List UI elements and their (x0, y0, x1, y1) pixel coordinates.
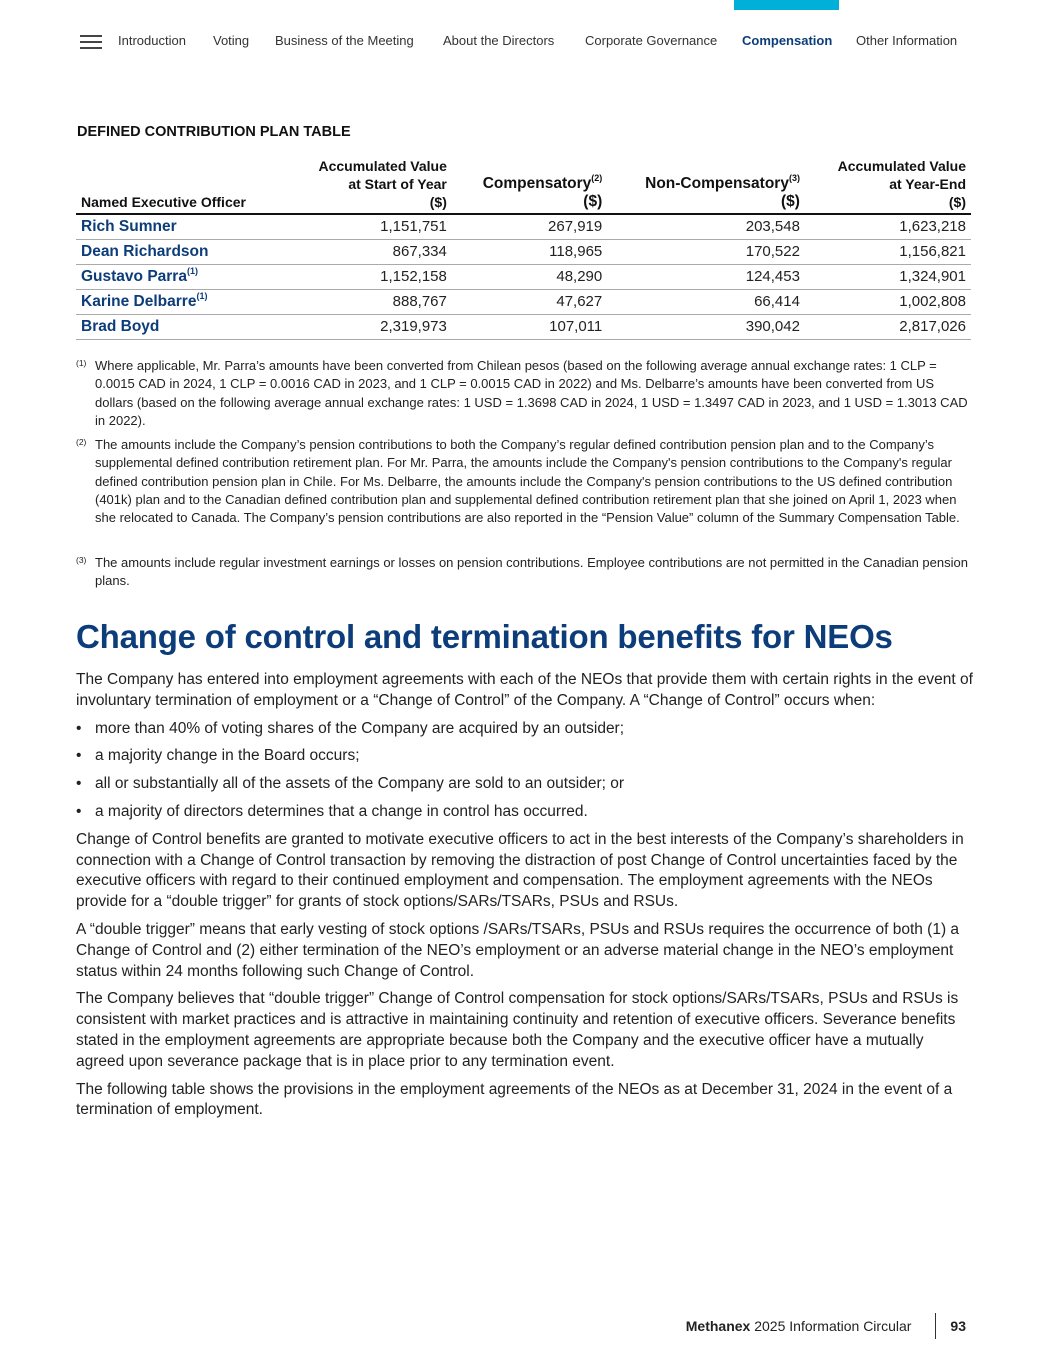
cell-comp: 118,965 (452, 239, 607, 264)
name-text: Dean Richardson (81, 242, 209, 260)
nav-other-information[interactable]: Other Information (856, 33, 958, 48)
header-line: Accumulated Value (318, 158, 447, 174)
footnote-mark: (1) (76, 358, 87, 368)
cell-end: 1,156,821 (805, 239, 971, 264)
footnote-text: Where applicable, Mr. Parra’s amounts have been converted from Chilean pesos (based on the following average annual exchange rates: 1 CLP = 0.0015 CAD in 2024, 1 CLP = 0.0016 CAD in 2023, and 1 CLP = 0.0015 CAD in 2022) and Ms. Delbarre’s amounts have been converted from US dollars (based on the following average annual exchange rates: 1 USD = 1.3698 CAD in 2024, 1 USD = 1.3497 CAD in 2023, and 1 USD = 1.3013 CAD in 2022). (95, 358, 968, 428)
cell-end: 1,324,901 (805, 264, 971, 289)
change-of-control-list (76, 719, 976, 823)
footer-divider (935, 1313, 936, 1339)
top-navigation (0, 0, 1048, 60)
header-text: Compensatory (482, 175, 592, 192)
company-name: Methanex (685, 1318, 751, 1334)
header-line (457, 175, 602, 193)
header-line: ($) (583, 193, 603, 210)
table-row (76, 289, 971, 314)
nav-compensation[interactable]: Compensation (742, 33, 833, 48)
column-header (76, 157, 286, 214)
footnote-ref: (1) (186, 265, 198, 276)
paragraph: The Company believes that “double trigger” Change of Control compensation for stock options/SARs/TSARs, PSUs and RSUs is consistent with market practices and is attractive in maintaining continuity and retention of executive officers. Severance benefits stated in the employment agreements are appropriate because both the Company and the executive officer have a mutually agreed upon severance package that is in place prior to any termination event. (76, 990, 959, 1070)
cell-comp: 47,627 (452, 289, 607, 314)
footnote (76, 357, 971, 430)
nav-corporate-governance[interactable]: Corporate Governance (585, 33, 718, 48)
column-header (286, 157, 452, 214)
header-line: ($) (781, 193, 800, 210)
page-number: 93 (950, 1318, 966, 1334)
footnote-ref: (1) (196, 290, 208, 301)
header-line: Accumulated Value (837, 158, 966, 174)
footnote-text: The amounts include regular investment earnings or losses on pension contributions. Employee contributions are not permitted in the Canadian pension plans. (95, 555, 968, 589)
name-text: Karine Delbarre (81, 292, 197, 310)
table-row (76, 264, 971, 289)
intro-paragraph: The Company has entered into employment agreements with each of the NEOs that provide them with certain rights in the event of involuntary termination of employment or a “Change of Control” of the Company. A “Change of Control” occurs when: (76, 671, 973, 709)
section-body (76, 670, 976, 1128)
nav-about-the-directors[interactable]: About the Directors (443, 33, 555, 48)
officer-name (76, 264, 286, 289)
table-row (76, 214, 971, 239)
cell-comp: 107,011 (452, 314, 607, 339)
officer-name (76, 314, 286, 339)
name-text: Gustavo Parra (81, 267, 187, 285)
footnote-mark: (2) (76, 437, 87, 447)
footnote (76, 554, 971, 591)
nav-business-of-the-meeting[interactable]: Business of the Meeting (275, 33, 414, 48)
list-item: • all or substantially all of the assets of the Company are sold to an outsider; or (76, 774, 976, 795)
paragraph: The following table shows the provisions in the employment agreements of the NEOs as at December 31, 2024 in the event of a termination of employment. (76, 1080, 953, 1119)
table-title: DEFINED CONTRIBUTION PLAN TABLE (77, 124, 351, 140)
page-footer (686, 1313, 966, 1339)
cell-end: 2,817,026 (805, 314, 971, 339)
officer-name (76, 214, 286, 239)
footnote (76, 436, 971, 527)
header-text: at Year-End (889, 176, 966, 192)
header-line: ($) (948, 194, 966, 210)
cell-comp: 48,290 (452, 264, 607, 289)
nav-voting[interactable]: Voting (213, 33, 250, 48)
cell-comp: 267,919 (452, 214, 607, 239)
cell-start: 867,334 (286, 239, 452, 264)
officer-name (76, 239, 286, 264)
nav-introduction[interactable]: Introduction (118, 33, 186, 48)
cell-noncomp: 66,414 (607, 289, 805, 314)
cell-start: 2,319,973 (286, 314, 452, 339)
active-tab-indicator (734, 0, 839, 10)
officer-name (76, 289, 286, 314)
name-text: Rich Sumner (81, 217, 177, 235)
paragraph: Change of Control benefits are granted to motivate executive officers to act in the best interests of the Company’s shareholders in connection with a Change of Control transaction by removing the distraction of post Change of Control uncertainties faced by the executive officers with regard to their continued employment and compensation. The employment agreements with the NEOs provide for a “double trigger” for grants of stock options/SARs/TSARs, PSUs and RSUs. (76, 830, 964, 911)
cell-noncomp: 170,522 (607, 239, 805, 264)
header-text: at Start of Year (348, 176, 447, 192)
footnote-text: The amounts include the Company’s pension contributions to both the Company’s regular defined contribution pension plan and to the Company’s supplemental defined contribution retirement plan. For Mr. Parra, the amounts include the Company's pension contributions to the Company's regular defined contribution pension plan in Chile. For Ms. Delbarre, the amounts include the Company's pension contributions to the US defined contribution (401k) plan and to the Canadian defined contribution plan and supplemental defined contribution retirement plan that she joined on April 1, 2023 when she relocated to Canada. The Company’s pension contributions are also reported in the “Pension Value” column of the Summary Compensation Table. (95, 437, 960, 526)
cell-start: 1,152,158 (286, 264, 452, 289)
header-line (810, 175, 966, 193)
list-item: • a majority of directors determines that a change in control has occurred. (76, 802, 976, 823)
table-row (76, 314, 971, 339)
cell-noncomp: 390,042 (607, 314, 805, 339)
document-title: 2025 Information Circular (754, 1318, 912, 1334)
header-line (291, 175, 447, 193)
paragraph: A “double trigger” means that early vesting of stock options /SARs/TSARs, PSUs and RSUs requires the occurrence of both (1) a Change of Control and (2) either termination of the NEO’s employment or an adverse material change in the NEO’s employment status within 24 months following such Change of Control. (76, 920, 960, 980)
section-heading: Change of control and termination benefits for NEOs (76, 618, 893, 655)
footnote-ref: (3) (788, 173, 800, 183)
column-header (452, 157, 607, 214)
header-line: Named Executive Officer (81, 194, 246, 210)
footnote-ref: (2) (591, 173, 603, 183)
header-line: ($) (429, 194, 447, 210)
list-item: • a majority change in the Board occurs; (76, 746, 976, 767)
cell-end: 1,623,218 (805, 214, 971, 239)
cell-start: 1,151,751 (286, 214, 452, 239)
header-line (612, 175, 800, 193)
table-row (76, 239, 971, 264)
cell-end: 1,002,808 (805, 289, 971, 314)
footnote-mark: (3) (76, 555, 87, 565)
list-item: • more than 40% of voting shares of the Company are acquired by an outsider; (76, 719, 976, 740)
defined-contribution-plan-table (76, 157, 971, 340)
header-text: Non-Compensatory (645, 175, 789, 192)
column-header (805, 157, 971, 214)
cell-noncomp: 124,453 (607, 264, 805, 289)
name-text: Brad Boyd (81, 317, 160, 335)
cell-start: 888,767 (286, 289, 452, 314)
column-header (607, 157, 805, 214)
hamburger-menu-icon[interactable] (80, 35, 102, 49)
cell-noncomp: 203,548 (607, 214, 805, 239)
